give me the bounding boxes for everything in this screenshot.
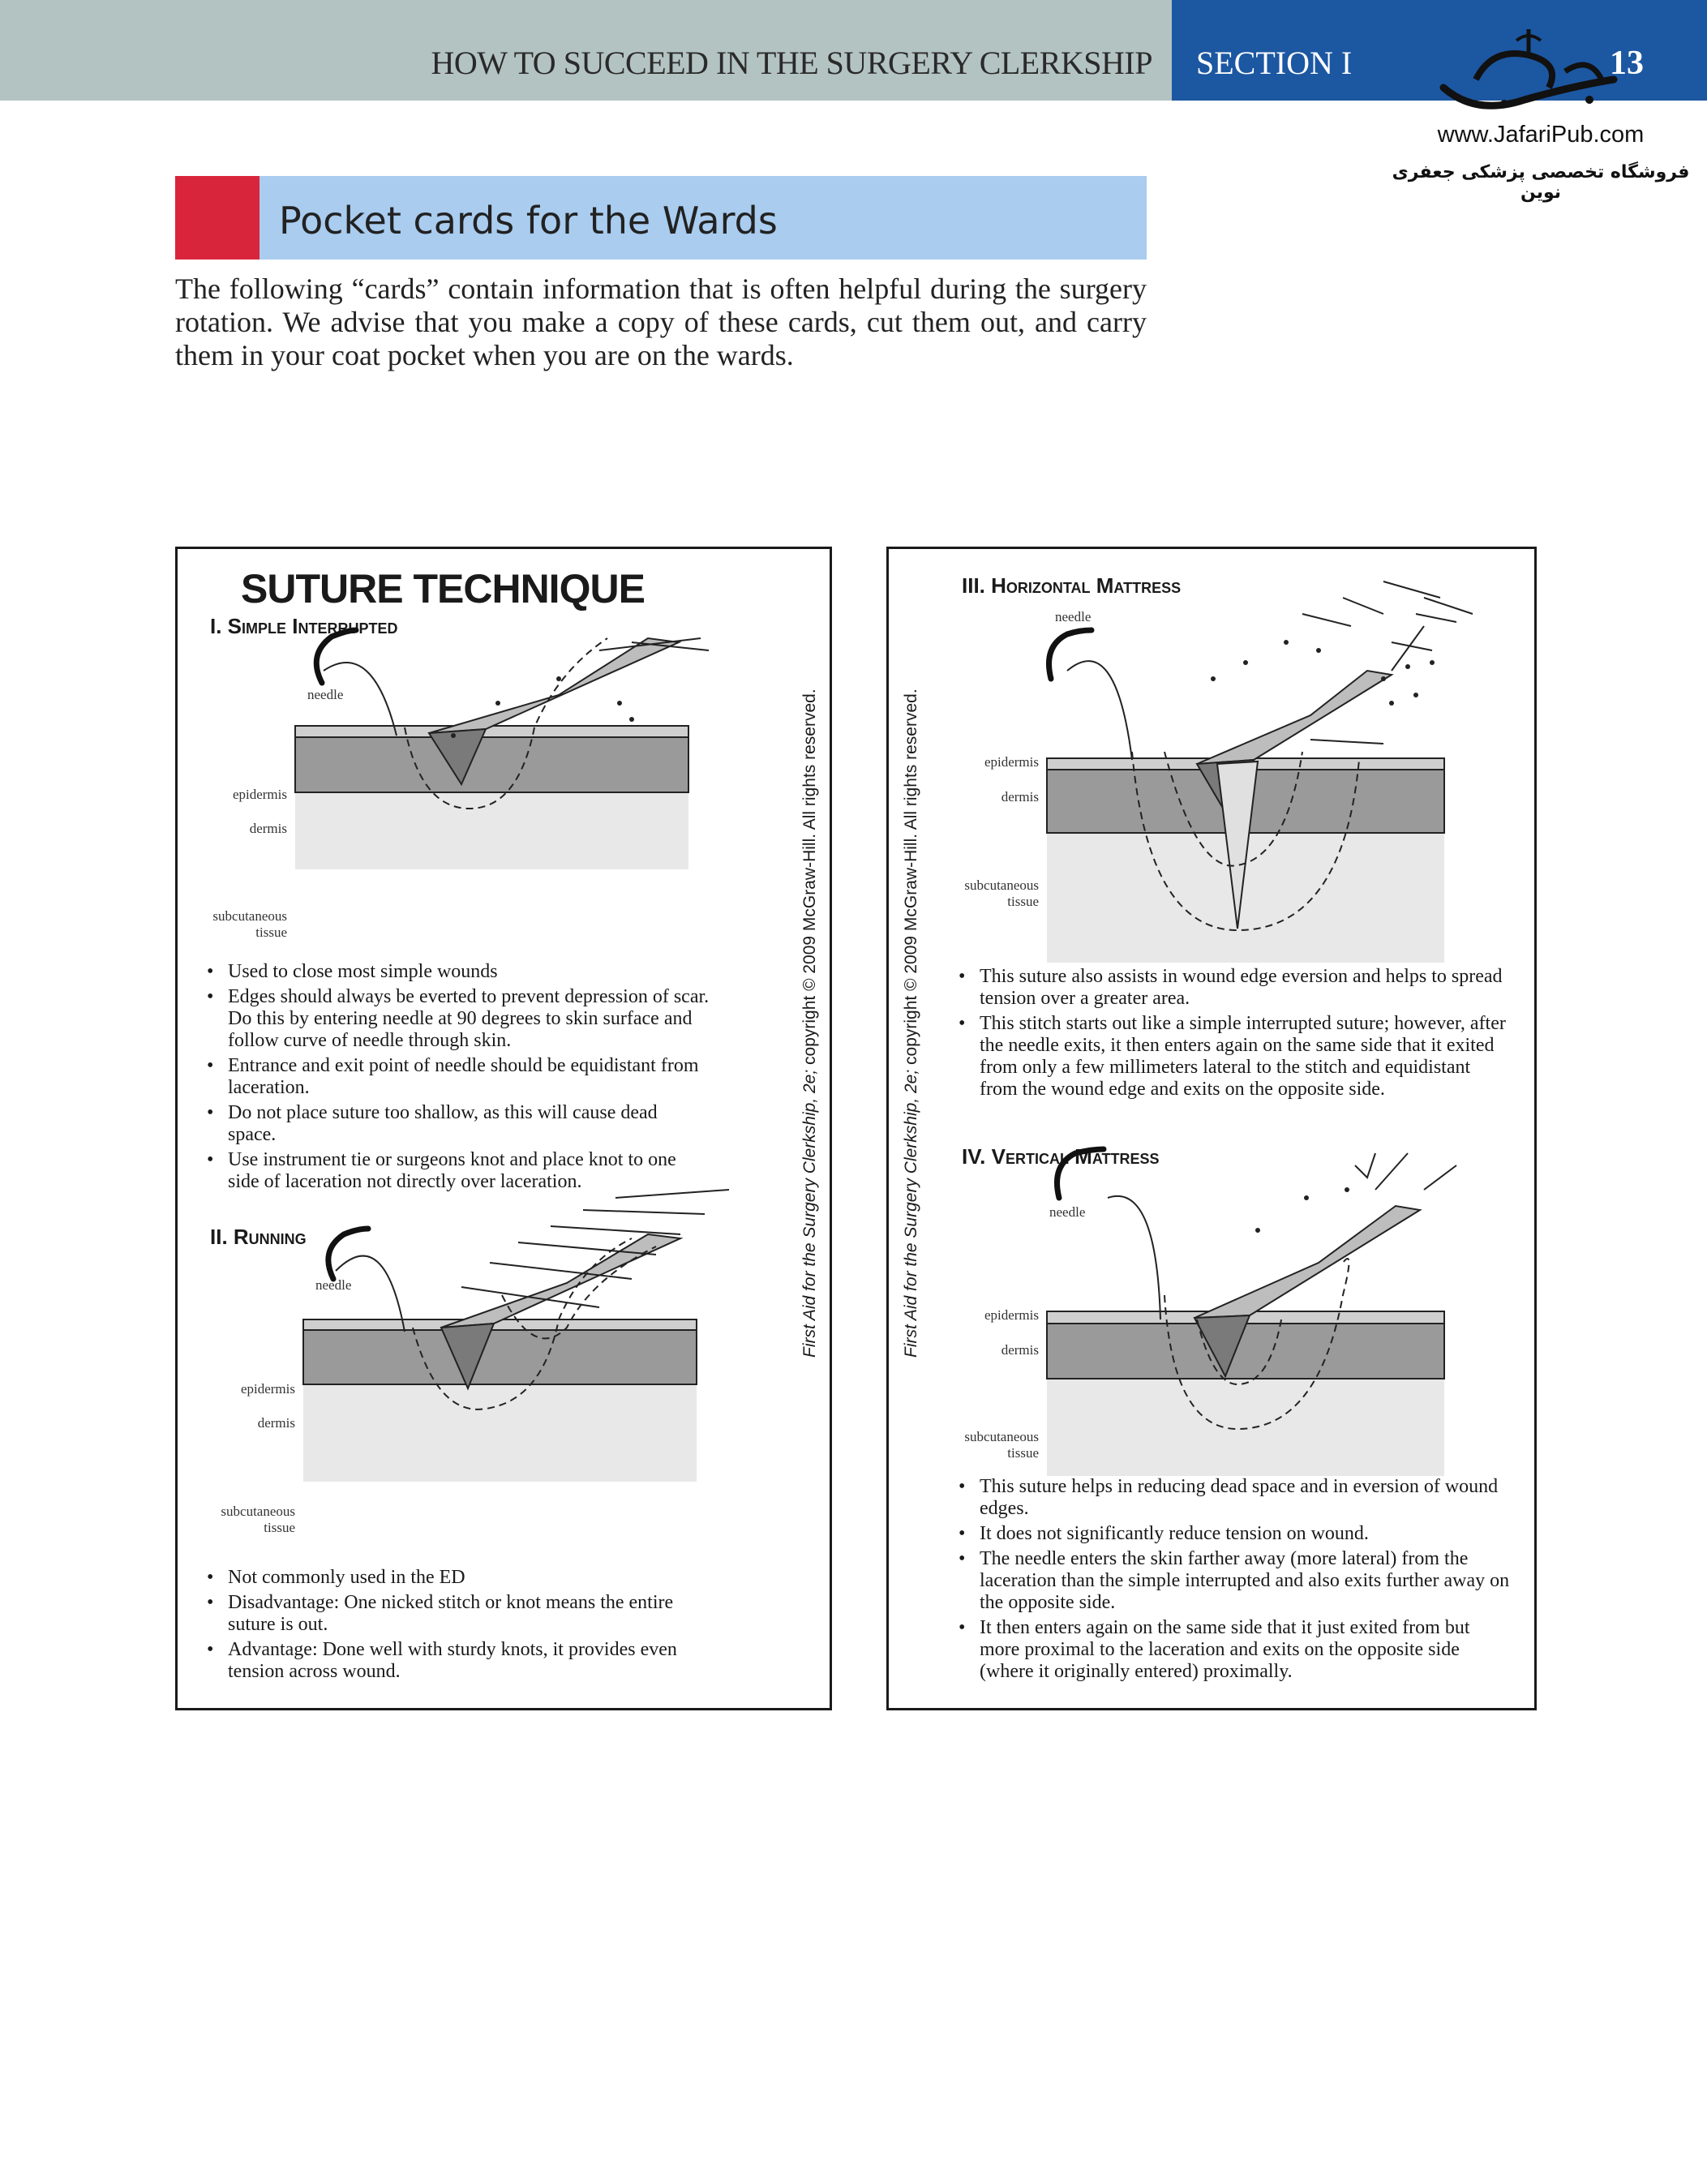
label-epidermis: epidermis (232, 787, 287, 802)
banner-accent (175, 176, 259, 260)
list-item: • Edges should always be everted to prevent depression of scar. Do this by entering needle at 90 degrees to skin surface and follow curve of needle through skin. (207, 986, 710, 1052)
label-subcutaneous: subcutaneous (964, 1429, 1039, 1444)
running-title: HOW TO SUCCEED IN THE SURGERY CLERKSHIP (431, 45, 1152, 81)
diagram-running (178, 549, 834, 1603)
list-item: • This suture helps in reducing dead space and in eversion of wound edges. (959, 1476, 1510, 1520)
label-epidermis: epidermis (984, 754, 1039, 770)
bullets-running (207, 1567, 710, 1686)
header-bar-left (0, 0, 1172, 101)
heading-horizontal-mattress: III. Horizontal Mattress (962, 573, 1182, 598)
copyright-notice (902, 689, 921, 1358)
publisher-logo-icon (1427, 23, 1630, 120)
copyright-text: copyright © 2009 McGraw-Hill. All rights reserved. (800, 689, 819, 1070)
pocket-card-left (175, 547, 832, 1710)
label-needle: needle (1055, 609, 1092, 624)
section-banner (175, 176, 1147, 260)
list-item: • Entrance and exit point of needle should be equidistant from laceration. (207, 1055, 710, 1099)
section-label: SECTION I (1196, 45, 1353, 81)
publisher-url: www.JafariPub.com (1437, 122, 1645, 148)
label-tissue: tissue (264, 1520, 295, 1535)
list-item: • It does not significantly reduce tension on wound. (959, 1523, 1510, 1545)
list-item: • The needle enters the skin farther away (more lateral) from the laceration than the simple interrupted and also exits further away on the opposite side. (959, 1548, 1510, 1614)
label-dermis: dermis (257, 1415, 295, 1431)
list-item: • Not commonly used in the ED (207, 1567, 710, 1589)
label-tissue: tissue (1007, 894, 1039, 909)
card-title: SUTURE TECHNIQUE (241, 566, 645, 611)
heading-running: II. Running (210, 1225, 307, 1249)
list-item: • This stitch starts out like a simple interrupted suture; however, after the needle exits, it then enters again on the same side that it exited from only a few millimeters lateral to the stitch and equidistant from the wound edge and exits on the opposite side. (959, 1013, 1510, 1101)
page-number: 13 (1610, 45, 1644, 82)
copyright-text: copyright © 2009 McGraw-Hill. All rights reserved. (902, 689, 920, 1070)
label-dermis: dermis (1001, 789, 1039, 805)
label-tissue: tissue (1007, 1445, 1039, 1461)
list-item: • Used to close most simple wounds (207, 961, 710, 983)
pocket-card-right (886, 547, 1537, 1710)
list-item: • Disadvantage: One nicked stitch or knot means the entire suture is out. (207, 1592, 710, 1636)
banner-title: Pocket cards for the Wards (279, 199, 778, 242)
intro-paragraph: The following “cards” contain information that is often helpful during the surgery rotation. We advise that you make a copy of these cards, cut them out, and carry them in your coat pocket when you are on the wards. (175, 272, 1147, 371)
copyright-notice (800, 689, 820, 1358)
label-needle: needle (307, 687, 344, 702)
label-dermis: dermis (249, 821, 287, 836)
copyright-book-title: First Aid for the Surgery Clerkship, 2e; (800, 1069, 819, 1358)
list-item: • Use instrument tie or surgeons knot and place knot to one side of laceration not directly over laceration. (207, 1149, 710, 1193)
list-item: • It then enters again on the same side that it just exited from but more proximal to the laceration and exits on the opposite side (where it originally entered) proximally. (959, 1617, 1510, 1683)
label-epidermis: epidermis (240, 1381, 295, 1397)
label-subcutaneous: subcutaneous (212, 908, 287, 924)
label-needle: needle (315, 1277, 352, 1293)
bullets-vertical-mattress (959, 1476, 1510, 1686)
heading-vertical-mattress: IV. Vertical Mattress (962, 1144, 1160, 1169)
list-item: • This suture also assists in wound edge eversion and helps to spread tension over a greater area. (959, 966, 1510, 1010)
label-subcutaneous: subcutaneous (221, 1504, 295, 1519)
label-tissue: tissue (255, 925, 287, 940)
label-epidermis: epidermis (984, 1307, 1039, 1323)
heading-simple-interrupted: I. Simple Interrupted (210, 614, 398, 638)
label-subcutaneous: subcutaneous (964, 877, 1039, 893)
copyright-book-title: First Aid for the Surgery Clerkship, 2e; (902, 1069, 920, 1358)
label-needle: needle (1049, 1204, 1086, 1220)
list-item: • Advantage: Done well with sturdy knots, it provides even tension across wound. (207, 1639, 710, 1683)
label-dermis: dermis (1001, 1342, 1039, 1358)
publisher-caption: فروشگاه تخصصی پزشکی جعفری نوین (1392, 162, 1690, 203)
list-item: • Do not place suture too shallow, as this will cause dead space. (207, 1102, 710, 1146)
